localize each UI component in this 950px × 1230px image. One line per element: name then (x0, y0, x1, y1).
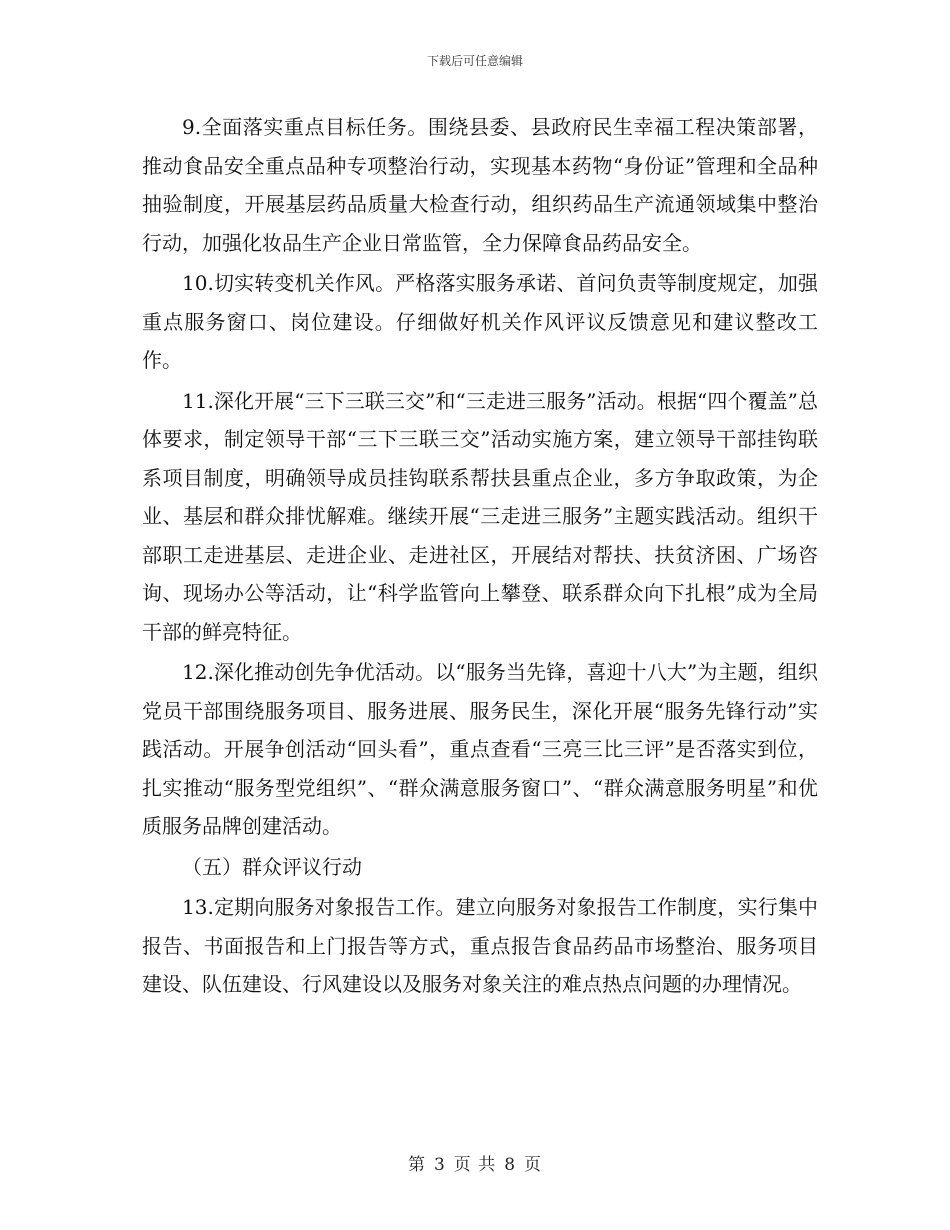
paragraph-item-11: 11.深化开展“三下三联三交”和“三走进三服务”活动。根据“四个覆盖”总体要求，制定领导干部“三下三联三交”活动实施方案，建立领导干部挂钩联系项目制度，明确领导成员挂钩联系帮扶县重点企业，多方争取政策，为企业、基层和群众排忧解难。继续开展“三走进三服务”主题实践活动。组织干部职工走进基层、走进企业、走进社区，开展结对帮扶、扶贫济困、广场咨询、现场办公等活动，让“科学监管向上攀登、联系群众向下扎根”成为全局干部的鲜亮特征。 (142, 388, 818, 644)
paragraph-item-12: 12.深化推动创先争优活动。以“服务当先锋，喜迎十八大”为主题，组织党员干部围绕服务项目、服务进展、服务民生，深化开展“服务先锋行动”实践活动。开展争创活动“回头看”，重点查看“三亮三比三评”是否落实到位，扎实推动“服务型党组织”、“群众满意服务窗口”、“群众满意服务明星”和优质服务品牌创建活动。 (142, 660, 818, 838)
paragraph-item-9: 9.全面落实重点目标任务。围绕县委、县政府民生幸福工程决策部署，推动食品安全重点品种专项整治行动，实现基本药物“身份证”管理和全品种抽验制度，开展基层药品质量大检查行动，组织药品生产流通领域集中整治行动，加强化妆品生产企业日常监管，全力保障食品药品安全。 (142, 115, 818, 255)
paragraph-item-13: 13.定期向服务对象报告工作。建立向服务对象报告工作制度，实行集中报告、书面报告和上门报告等方式，重点报告食品药品市场整治、服务项目建设、队伍建设、行风建设以及服务对象关注的难点热点问题的办理情况。 (142, 895, 818, 996)
page-footer (0, 1150, 950, 1175)
footer-suffix: 页 (524, 1155, 543, 1175)
section-heading: （五）群众评议行动 (182, 854, 362, 879)
paragraph-item-10: 10.切实转变机关作风。严格落实服务承诺、首问负责等制度规定，加强重点服务窗口、岗位建设。仔细做好机关作风评议反馈意见和建议整改工作。 (142, 271, 818, 372)
footer-current-page: 3 (433, 1155, 446, 1175)
footer-total-pages: 8 (504, 1155, 517, 1175)
footer-prefix: 第 (407, 1155, 426, 1175)
footer-middle: 页 共 (453, 1155, 497, 1175)
page-header: 下载后可任意编辑 (426, 54, 523, 68)
document-body (142, 108, 818, 1006)
